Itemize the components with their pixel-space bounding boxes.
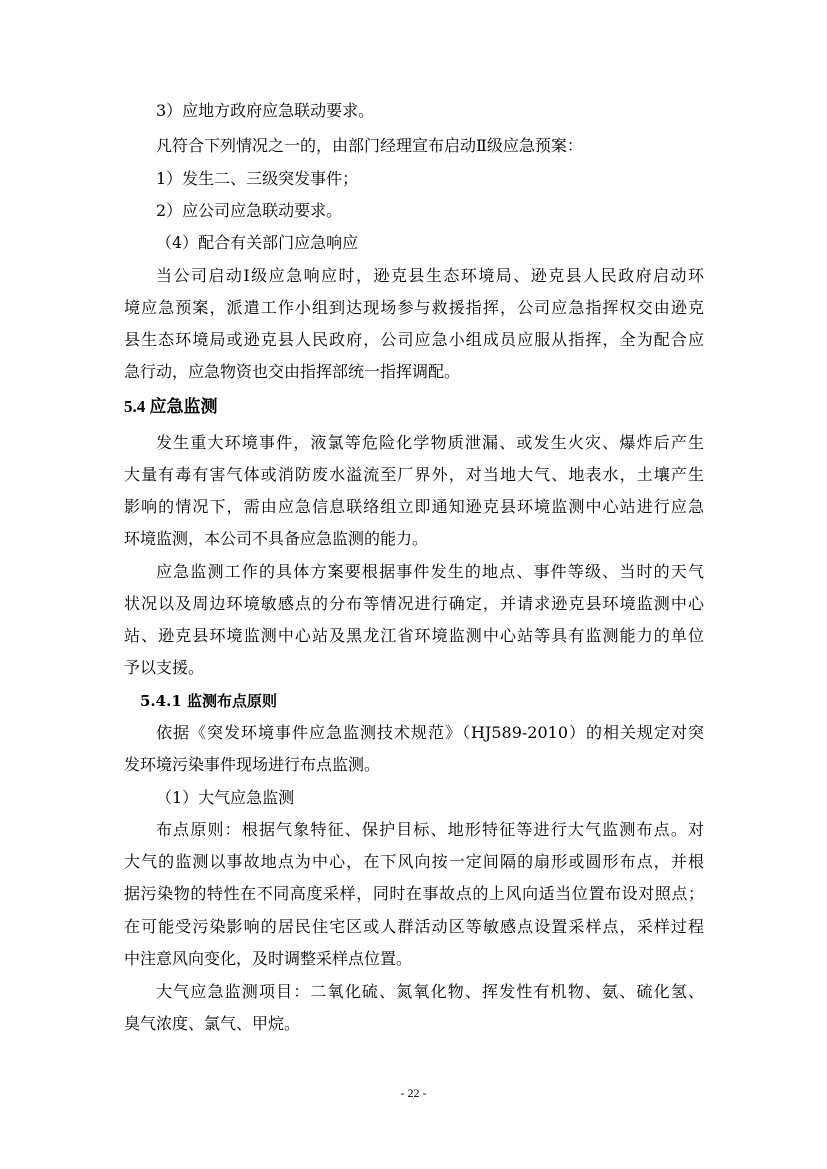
section-heading: 5.4 应急监测 [124,397,218,416]
paragraph-line: 在可能受污染影响的居民住宅区或人群活动区等敏感点设置采样点，采样过程 [124,917,704,936]
paragraph-line: 环境监测，本公司不具备应急监测的能力。 [124,529,429,548]
paragraph-line: 县生态环境局或逊克县人民政府，公司应急小组成员应服从指挥，全为配合应 [124,330,704,349]
page-number: - 22 - [400,1086,427,1100]
paragraph-line: 发生重大环境事件，液氯等危险化学物质泄漏、或发生火灾、爆炸后产生 [156,433,704,452]
paragraph-line: 发环境污染事件现场进行布点监测。 [124,755,381,774]
paragraph-line: 大气的监测以事故地点为中心，在下风向按一定间隔的扇形或圆形布点，并根 [124,852,704,871]
subsection-heading: 5.4.1 监测布点原则 [140,692,277,710]
subsection-title: （1）大气应急监测 [156,788,295,807]
paragraph-line: 臭气浓度、氯气、甲烷。 [124,1014,301,1033]
subsection-title: （4）配合有关部门应急响应 [156,233,359,252]
paragraph-line: 凡符合下列情况之一的，由部门经理宣布启动Ⅱ级应急预案： [156,136,583,155]
paragraph-line: 当公司启动Ⅰ级应急响应时，逊克县生态环境局、逊克县人民政府启动环 [156,266,704,285]
paragraph-line: 布点原则：根据气象特征、保护目标、地形特征等进行大气监测布点。对 [156,820,704,839]
paragraph-line: 大气应急监测项目：二氧化硫、氮氧化物、挥发性有机物、氨、硫化氢、 [156,982,704,1001]
paragraph-line: 站、逊克县环境监测中心站及黑龙江省环境监测中心站等具有监测能力的单位 [124,626,704,645]
paragraph-line: 大量有毒有害气体或消防废水溢流至厂界外，对当地大气、地表水，土壤产生 [124,465,704,484]
list-item: 3）应地方政府应急联动要求。 [156,101,375,120]
paragraph-line: 据污染物的特性在不同高度采样，同时在事故点的上风向适当位置布设对照点； [124,884,704,903]
paragraph-line: 状况以及周边环境敏感点的分布等情况进行确定，并请求逊克县环境监测中心 [124,594,704,613]
paragraph-line: 依据《突发环境事件应急监测技术规范》（HJ589-2010）的相关规定对突 [156,723,704,742]
list-item: 1）发生二、三级突发事件； [156,169,359,188]
paragraph-line: 境应急预案，派遣工作小组到达现场参与救援指挥，公司应急指挥权交由逊克 [124,298,704,317]
paragraph-line: 急行动，应急物资也交由指挥部统一指挥调配。 [124,362,461,381]
paragraph-line: 予以支援。 [124,658,205,677]
paragraph-line: 应急监测工作的具体方案要根据事件发生的地点、事件等级、当时的天气 [156,562,704,581]
paragraph-line: 中注意风向变化，及时调整采样点位置。 [124,949,413,968]
list-item: 2）应公司应急联动要求。 [156,201,343,220]
paragraph-line: 影响的情况下，需由应急信息联络组立即通知逊克县环境监测中心站进行应急 [124,497,704,516]
